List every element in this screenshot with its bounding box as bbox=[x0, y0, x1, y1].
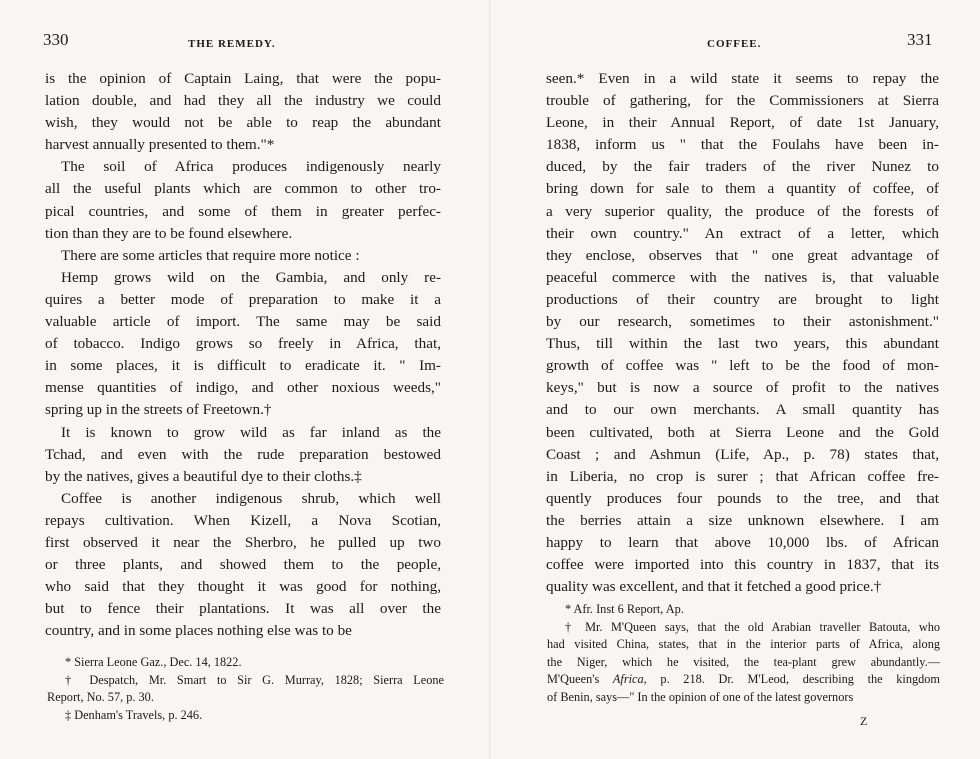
text-line: growth of coffee was " left to be the food of mon- bbox=[546, 357, 939, 375]
text-line: they enclose, observes that " one great advantage of bbox=[546, 246, 939, 264]
text-line: Thus, till within the last two years, this abundant bbox=[546, 335, 939, 353]
text-line: mense quantities of indigo, and other noxious weeds," bbox=[45, 379, 441, 397]
right-page bbox=[490, 0, 980, 759]
text-line: repays cultivation. When Kizell, a Nova Scotian, bbox=[45, 511, 441, 529]
text-line: coffee were imported into this country in 1837, that its bbox=[546, 556, 939, 574]
text-line: Coffee is another indigenous shrub, which well bbox=[61, 489, 441, 507]
text-line: quires a better mode of preparation to make it a bbox=[45, 290, 441, 308]
text-line: Coast ; and Ashmun (Life, Ap., p. 78) states that, bbox=[546, 445, 939, 463]
text-line: quently produces four pounds to the tree, and that bbox=[546, 489, 939, 507]
text-line: who said that they thought it was good for nothing, bbox=[45, 578, 441, 596]
left-body-text bbox=[45, 68, 441, 642]
text-line: been cultivated, both at Sierra Leone and the Gold bbox=[546, 423, 939, 441]
text-line: by the natives, gives a beautiful dye to their cloths.‡ bbox=[45, 467, 362, 485]
right-footnotes bbox=[547, 601, 940, 707]
text-line: lation double, and had they all the industry we could bbox=[45, 92, 441, 110]
text-line: of tobacco. Indigo grows so freely in Africa, that, bbox=[45, 335, 441, 353]
text-line: There are some articles that require more notice : bbox=[61, 246, 360, 264]
text-line: in Liberia, no crop is surer ; that African coffee fre- bbox=[546, 467, 939, 485]
footnote-line: ‡ Denham's Travels, p. 246. bbox=[65, 707, 203, 722]
text-line: spring up in the streets of Freetown.† bbox=[45, 401, 272, 419]
text-line: all the useful plants which are common to other tro- bbox=[45, 180, 441, 198]
text-line: and to our own merchants. A small quantity has bbox=[546, 401, 939, 419]
text-line: or three plants, and showed them to the people, bbox=[45, 556, 441, 574]
text-line: first observed it near the Sherbro, he pulled up two bbox=[45, 533, 441, 551]
text-line: harvest annually presented to them."* bbox=[45, 136, 275, 154]
footnote-line: had visited China, states, that in the interior parts of Africa, along bbox=[547, 637, 940, 652]
right-page-number: 331 bbox=[907, 30, 933, 49]
text-line: in some places, it is difficult to eradicate it. " Im- bbox=[45, 357, 441, 375]
text-line: a very superior quality, the produce of the forests of bbox=[546, 202, 939, 220]
text-line: tion than they are to be found elsewhere. bbox=[45, 224, 293, 242]
text-line: valuable article of import. The same may be said bbox=[45, 313, 441, 331]
footnote-line: of Benin, says—" In the opinion of one of the latest governors bbox=[547, 689, 854, 704]
text-line: pical countries, and some of them in greater perfec- bbox=[45, 202, 441, 220]
text-line: Leone, in their Annual Report, of date 1st January, bbox=[546, 114, 939, 132]
text-line: The soil of Africa produces indigenously nearly bbox=[61, 158, 441, 176]
right-running-head: COFFEE. bbox=[707, 38, 762, 50]
text-line: is the opinion of Captain Laing, that were the popu- bbox=[45, 70, 441, 87]
left-page-number: 330 bbox=[43, 30, 69, 49]
text-line: wish, they would not be able to reap the abundant bbox=[45, 114, 441, 132]
text-line: country, and in some places nothing else was to be bbox=[45, 622, 352, 640]
text-line: the berries attain a size unknown elsewhere. I am bbox=[546, 511, 939, 529]
text-line: by our research, sometimes to their astonishment." bbox=[546, 313, 939, 331]
footnote-line: * Afr. Inst 6 Report, Ap. bbox=[565, 602, 684, 616]
text-line: but to fence their plantations. It was all over the bbox=[45, 600, 441, 618]
text-line: quality was excellent, and that it fetched a good price.† bbox=[546, 578, 882, 596]
signature-mark: Z bbox=[860, 714, 868, 728]
text-line: happy to learn that above 10,000 lbs. of African bbox=[546, 533, 939, 551]
text-line: seen.* Even in a wild state it seems to repay the bbox=[546, 70, 939, 87]
text-line: duced, by the fair traders of the river Nunez to bbox=[546, 158, 939, 176]
footnote-line: † Mr. M'Queen says, that the old Arabian traveller Batouta, who bbox=[565, 619, 940, 634]
footnote-line: M'Queen's Africa, p. 218. Dr. M'Leod, describing the kingdom bbox=[547, 672, 940, 687]
text-line: trouble of gathering, for the Commissioners at Sierra bbox=[546, 92, 939, 110]
text-line: 1838, inform us " that the Foulahs have been in- bbox=[546, 136, 939, 154]
text-line: It is known to grow wild as far inland as the bbox=[61, 423, 441, 441]
text-line: keys," but is now a source of profit to the natives bbox=[546, 379, 939, 397]
text-line: Tchad, and even with the rude preparation bestowed bbox=[45, 445, 441, 463]
left-running-head: THE REMEDY. bbox=[188, 38, 276, 50]
text-line: their own country." An extract of a letter, which bbox=[546, 224, 939, 242]
text-line: peaceful commerce with the natives is, that valuable bbox=[546, 268, 939, 286]
footnote-line: † Despatch, Mr. Smart to Sir G. Murray, 1828; Sierra Leone bbox=[65, 672, 444, 687]
footnote-line: the Niger, which he visited, the tea-plant grew abundantly.— bbox=[547, 654, 940, 669]
footnote-line: * Sierra Leone Gaz., Dec. 14, 1822. bbox=[65, 655, 242, 669]
left-footnotes bbox=[47, 654, 444, 724]
text-line: Hemp grows wild on the Gambia, and only re- bbox=[61, 268, 441, 286]
right-body-text bbox=[546, 68, 939, 598]
text-line: bring down for sale to them a quantity of coffee, of bbox=[546, 180, 939, 198]
text-line: productions of their country are brought to light bbox=[546, 290, 939, 308]
footnote-line: Report, No. 57, p. 30. bbox=[47, 690, 154, 705]
